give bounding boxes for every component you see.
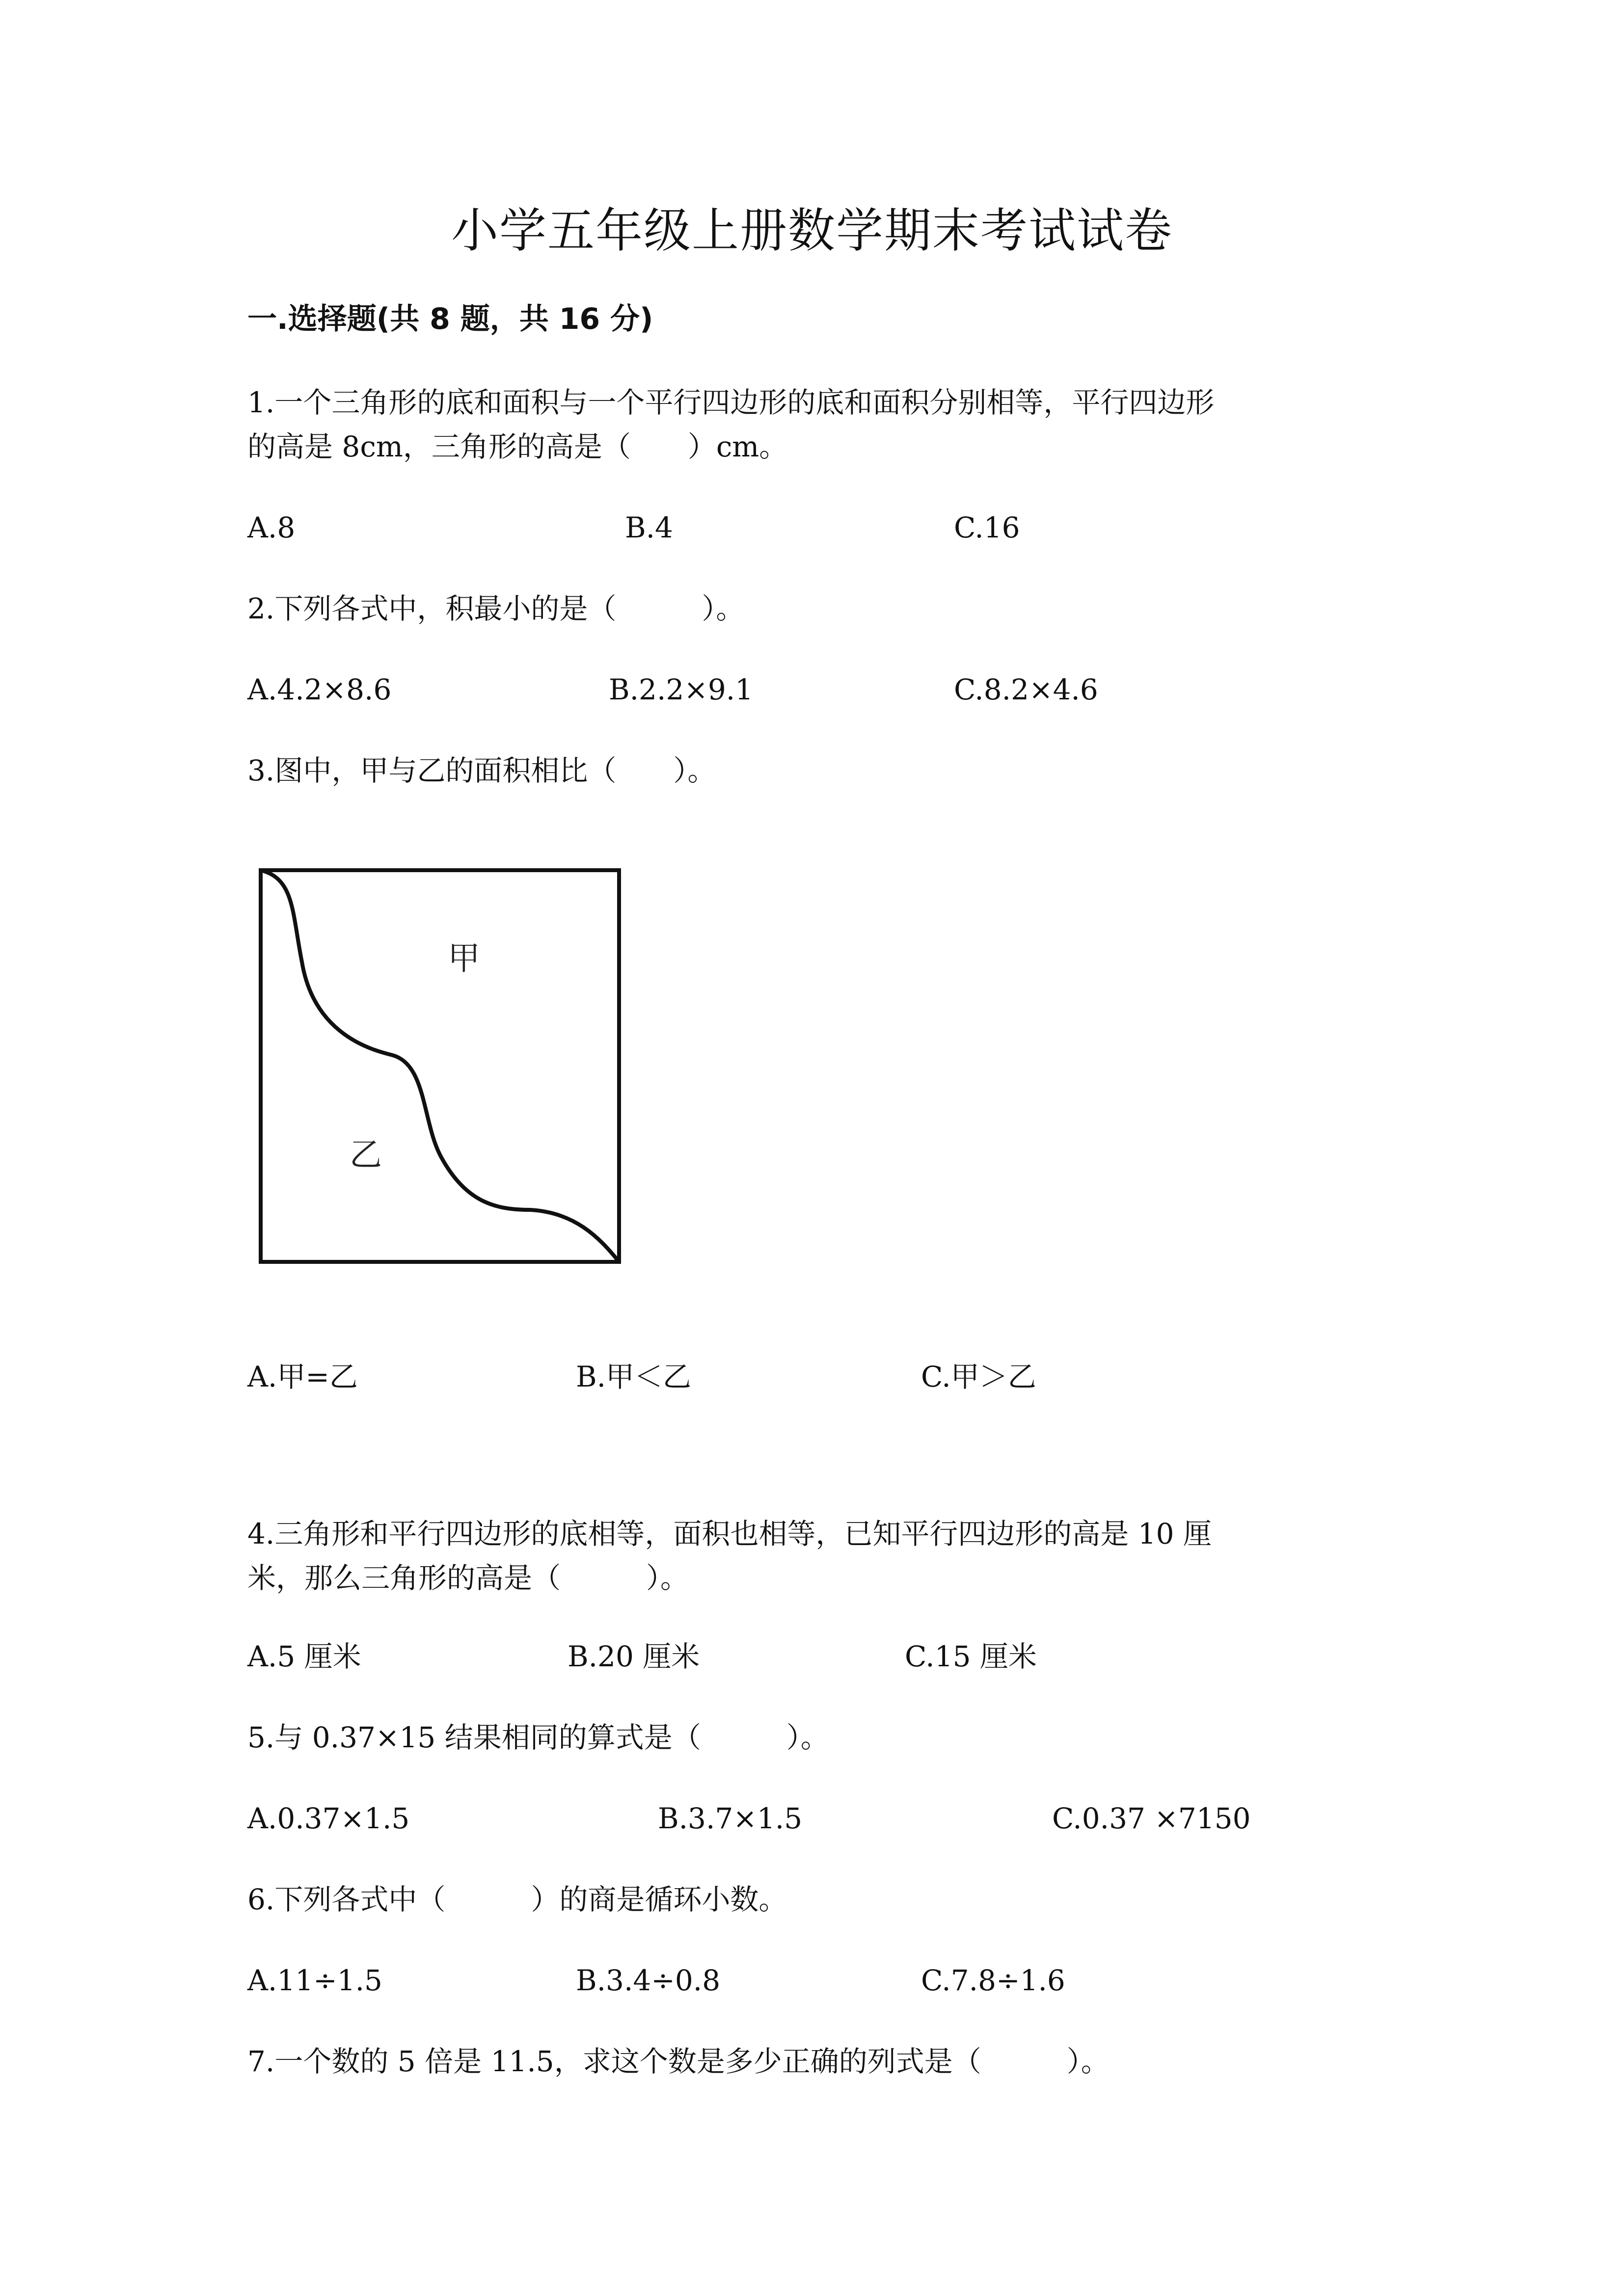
question-3-line-1: 3.图中，甲与乙的面积相比（ ）。 (247, 754, 716, 787)
question-1-line-1: 1.一个三角形的底和面积与一个平行四边形的底和面积分别相等，平行四边形 (247, 386, 1215, 419)
question-1-option-a: A.8 (247, 511, 296, 544)
question-6-option-a: A.11÷1.5 (247, 1964, 382, 1997)
question-4-line-1: 4.三角形和平行四边形的底相等，面积也相等，已知平行四边形的高是 10 厘 (247, 1517, 1212, 1550)
question-3-option-b: B.甲＜乙 (576, 1360, 692, 1393)
question-3-option-c: C.甲＞乙 (921, 1360, 1036, 1393)
question-7-line-1: 7.一个数的 5 倍是 11.5，求这个数是多少正确的列式是（ ）。 (247, 2045, 1110, 2078)
question-5-option-a: A.0.37×1.5 (247, 1802, 410, 1835)
page-title: 小学五年级上册数学期末考试试卷 (451, 203, 1173, 258)
label-jia: 甲 (448, 939, 480, 977)
question-1-option-b: B.4 (625, 511, 673, 544)
question-3-option-a: A.甲=乙 (247, 1360, 358, 1393)
section-heading: 一.选择题(共 8 题，共 16 分) (247, 302, 653, 336)
question-6-option-b: B.3.4÷0.8 (576, 1964, 721, 1997)
label-yi: 乙 (350, 1136, 382, 1174)
question-4-option-c: C.15 厘米 (905, 1640, 1037, 1673)
question-1-option-c: C.16 (954, 511, 1020, 544)
question-6-option-c: C.7.8÷1.6 (921, 1964, 1065, 1997)
question-6-line-1: 6.下列各式中（ ）的商是循环小数。 (247, 1883, 787, 1916)
figure-square (261, 870, 619, 1262)
question-4-option-a: A.5 厘米 (247, 1640, 361, 1673)
question-4-option-b: B.20 厘米 (568, 1640, 700, 1673)
question-2-option-a: A.4.2×8.6 (247, 673, 392, 706)
area-comparison-figure (255, 864, 628, 1271)
question-5-line-1: 5.与 0.37×15 结果相同的算式是（ ）。 (247, 1721, 829, 1754)
question-4-line-2: 米，那么三角形的高是（ ）。 (247, 1561, 689, 1595)
question-5-option-c: C.0.37 ×7150 (1052, 1802, 1251, 1835)
question-2-line-1: 2.下列各式中，积最小的是（ ）。 (247, 592, 745, 625)
question-1-line-2: 的高是 8cm，三角形的高是（ ）cm。 (247, 430, 788, 463)
question-2-option-b: B.2.2×9.1 (609, 673, 754, 706)
question-2-option-c: C.8.2×4.6 (954, 673, 1098, 706)
question-5-option-b: B.3.7×1.5 (658, 1802, 803, 1835)
